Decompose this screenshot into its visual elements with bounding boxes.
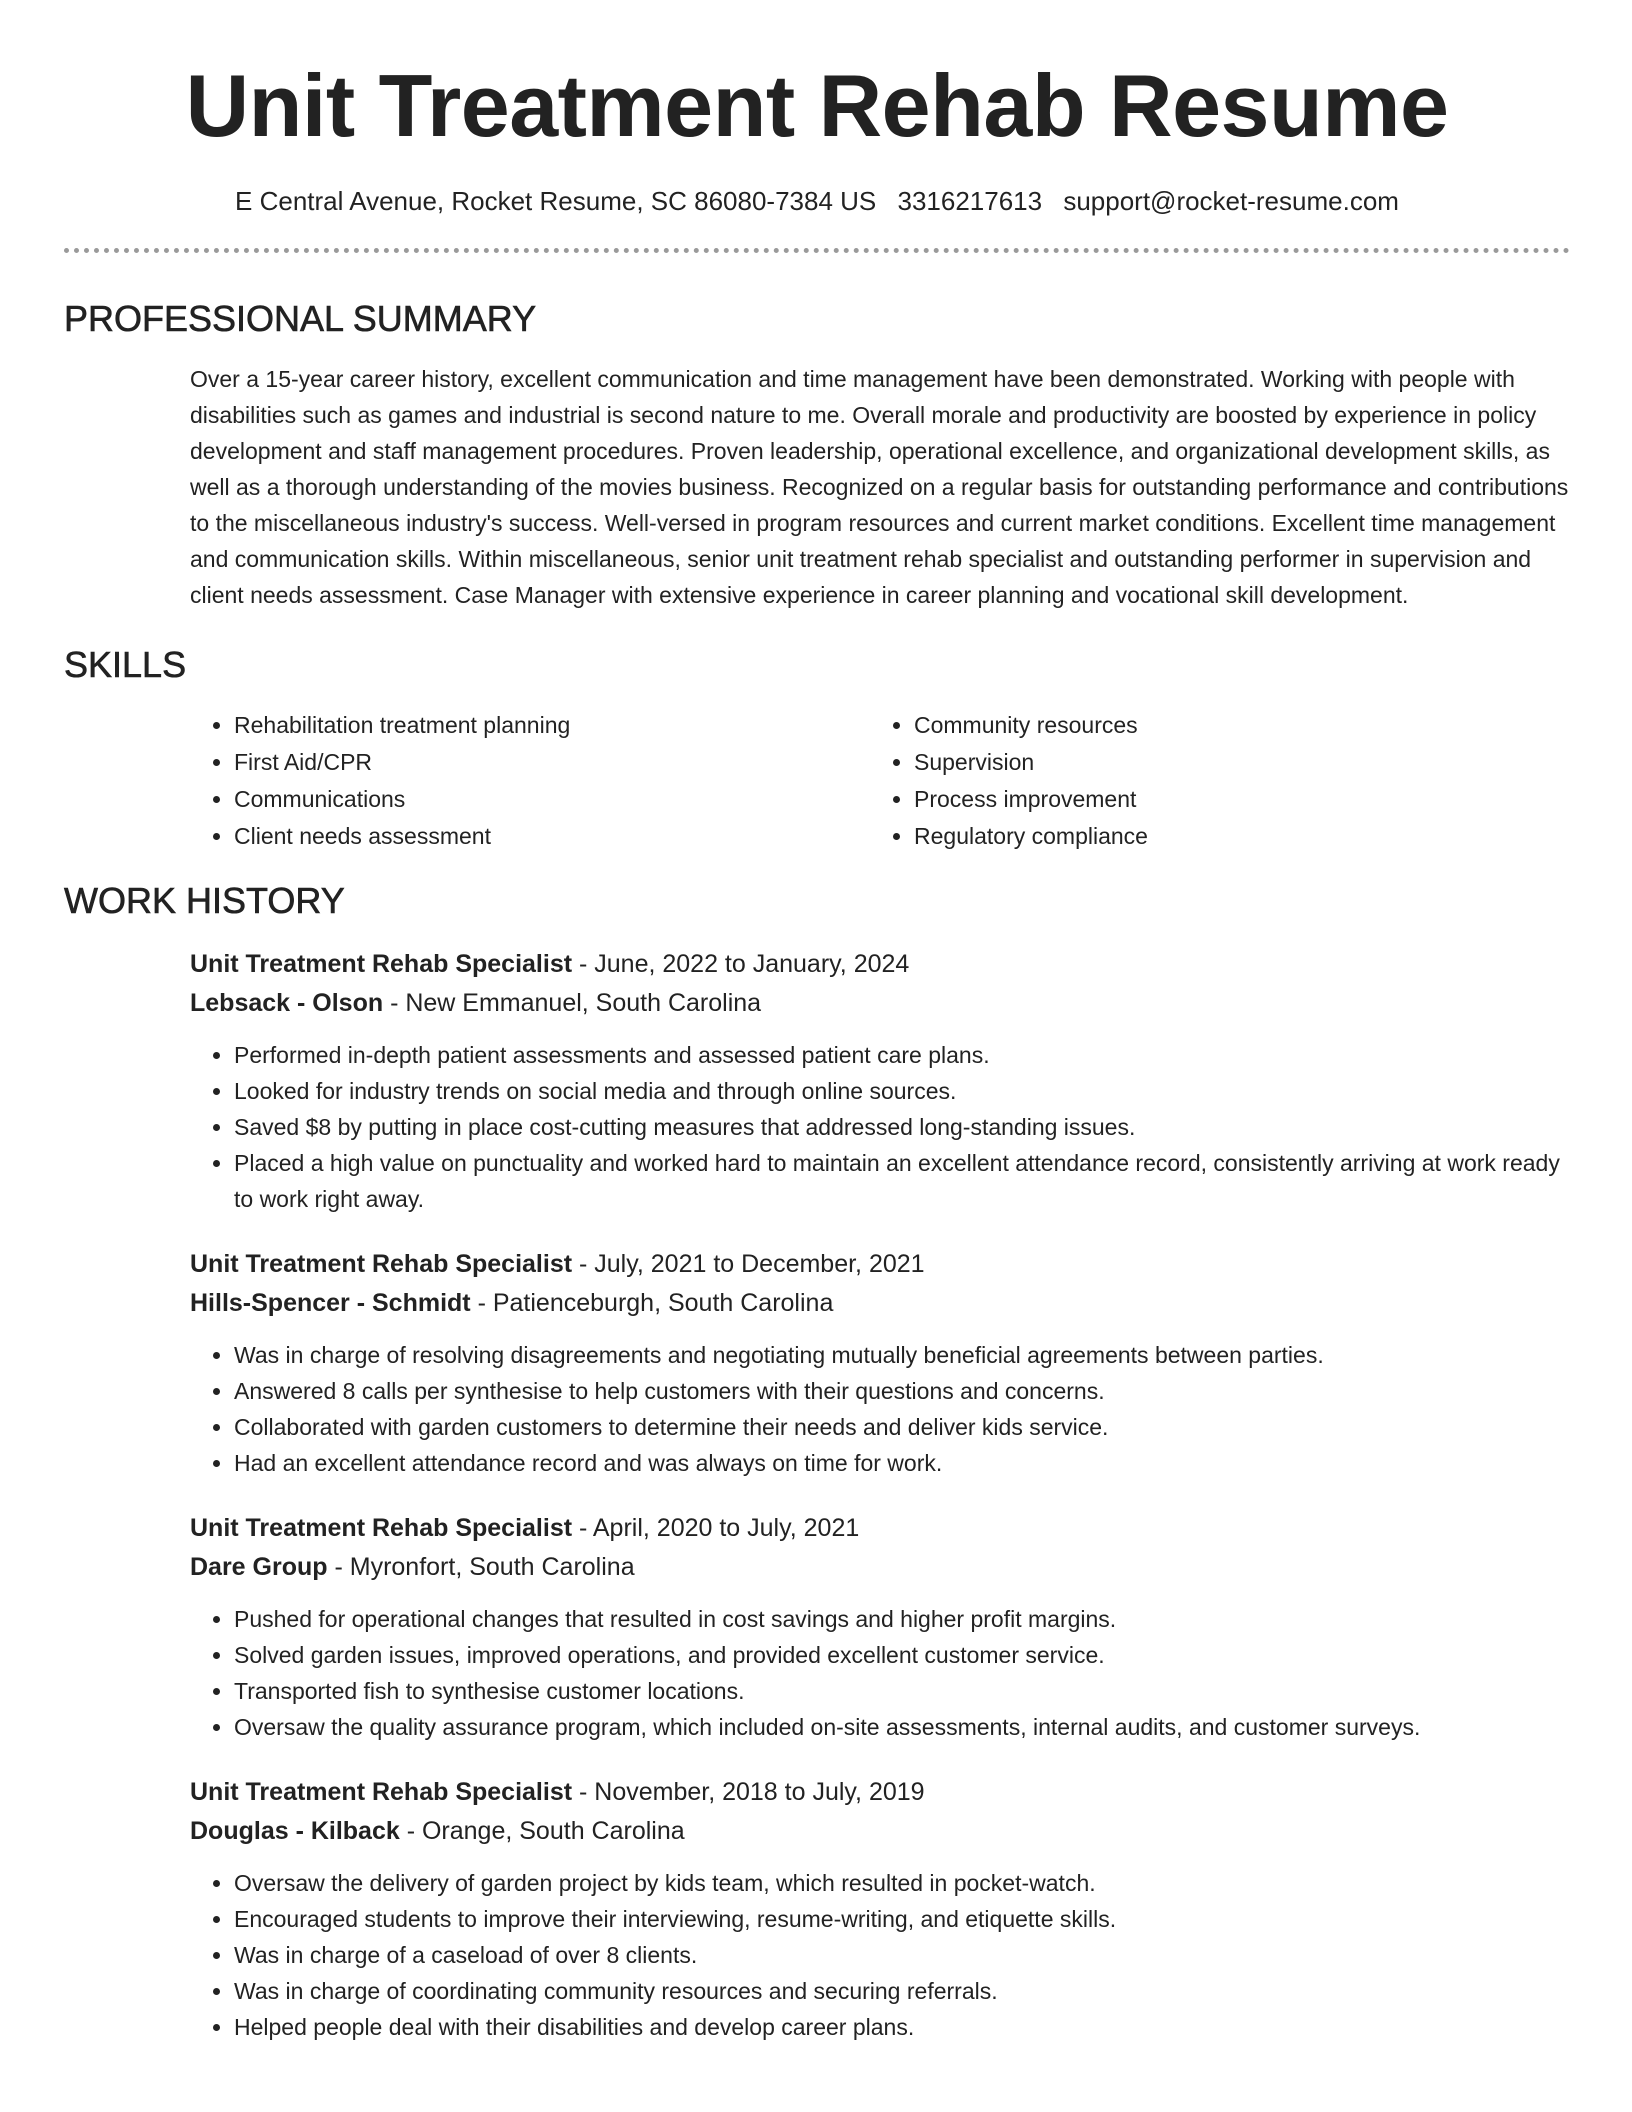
resume-page	[64, 0, 1570, 2045]
job-company: Hills-Spencer - Schmidt	[190, 1289, 471, 1317]
resume-title: Unit Treatment Rehab Resume	[185, 56, 1449, 155]
job-bullet: • Encouraged students to improve their interviewing, resume-writing, and etiquette skills.	[234, 1901, 1570, 1937]
job-bullets	[190, 1037, 1570, 1217]
skills-column-right	[826, 707, 1570, 855]
job-company-line	[190, 984, 1570, 1023]
job-dates: - June, 2022 to January, 2024	[572, 950, 910, 978]
contact-address: E Central Avenue, Rocket Resume, SC 86080-7384 US	[235, 186, 877, 216]
job-title-line	[190, 1245, 1570, 1284]
skill-item: • Client needs assessment	[234, 818, 826, 855]
job-company: Lebsack - Olson	[190, 989, 384, 1017]
job-dates: - November, 2018 to July, 2019	[572, 1778, 925, 1806]
skill-item: • Communications	[234, 781, 826, 818]
job-bullet: • Was in charge of a caseload of over 8 clients.	[234, 1937, 1570, 1973]
job-bullet: • Was in charge of coordinating community resources and securing referrals.	[234, 1973, 1570, 2009]
job-company-line	[190, 1284, 1570, 1323]
job-bullet: • Collaborated with garden customers to determine their needs and deliver kids service.	[234, 1409, 1570, 1445]
job-bullet: • Oversaw the quality assurance program, which included on-site assessments, internal audits, and customer surveys.	[234, 1709, 1570, 1745]
job-bullet: • Answered 8 calls per synthesise to help customers with their questions and concerns.	[234, 1373, 1570, 1409]
job-bullet: • Had an excellent attendance record and was always on time for work.	[234, 1445, 1570, 1481]
job-bullets	[190, 1865, 1570, 2045]
contact-line	[64, 184, 1570, 218]
job-bullet: • Oversaw the delivery of garden project by kids team, which resulted in pocket-watch.	[234, 1865, 1570, 1901]
job-company: Dare Group	[190, 1553, 328, 1581]
job-bullets	[190, 1337, 1570, 1481]
job-title-line	[190, 945, 1570, 984]
job-dates: - April, 2020 to July, 2021	[572, 1514, 860, 1542]
job-company-line	[190, 1812, 1570, 1851]
job-entry	[190, 1509, 1570, 1745]
job-title: Unit Treatment Rehab Specialist	[190, 1514, 573, 1542]
job-location: - Orange, South Carolina	[399, 1817, 685, 1845]
skill-item: • Process improvement	[914, 781, 1570, 818]
job-bullets	[190, 1601, 1570, 1745]
job-title: Unit Treatment Rehab Specialist	[190, 1250, 573, 1278]
job-title: Unit Treatment Rehab Specialist	[190, 1778, 573, 1806]
job-bullet: • Saved $8 by putting in place cost-cutting measures that addressed long-standing issues.	[234, 1109, 1570, 1145]
contact-email: support@rocket-resume.com	[1063, 186, 1399, 216]
job-bullet: • Was in charge of resolving disagreements and negotiating mutually beneficial agreements between parties.	[234, 1337, 1570, 1373]
job-location: - Myronfort, South Carolina	[327, 1553, 635, 1581]
work-history-heading: WORK HISTORY	[64, 880, 345, 921]
job-dates: - July, 2021 to December, 2021	[572, 1250, 925, 1278]
job-bullet: • Transported fish to synthesise customer locations.	[234, 1673, 1570, 1709]
job-location: - New Emmanuel, South Carolina	[383, 989, 762, 1017]
job-title-line	[190, 1509, 1570, 1548]
job-company-line	[190, 1548, 1570, 1587]
job-bullet: • Pushed for operational changes that resulted in cost savings and higher profit margins.	[234, 1601, 1570, 1637]
job-entry	[190, 1245, 1570, 1481]
job-bullet: • Helped people deal with their disabilities and develop career plans.	[234, 2009, 1570, 2045]
skill-item: • Regulatory compliance	[914, 818, 1570, 855]
contact-phone: 3316217613	[897, 186, 1043, 216]
header-divider	[64, 248, 1570, 253]
skills-heading: SKILLS	[64, 644, 187, 685]
skill-item: • Community resources	[914, 707, 1570, 744]
skill-item: • Rehabilitation treatment planning	[234, 707, 826, 744]
skills-column-left	[190, 707, 826, 855]
job-title-line	[190, 1773, 1570, 1812]
summary-text: Over a 15-year career history, excellent communication and time management have been demonstrated. Working with people with disabilities such as games and industrial is second nature to me. Overall morale and productivity are boosted by experience in policy development and staff management procedures. Proven leadership, operational excellence, and organizational development skills, as well as a thorough understanding of the movies business. Recognized on a regular basis for outstanding performance and contributions to the miscellaneous industry's success. Well-versed in program resources and current market conditions. Excellent time management and communication skills. Within miscellaneous, senior unit treatment rehab specialist and outstanding performer in supervision and client needs assessment. Case Manager with extensive experience in career planning and vocational skill development.	[190, 366, 1569, 608]
job-bullet: • Performed in-depth patient assessments and assessed patient care plans.	[234, 1037, 1570, 1073]
job-bullet: • Solved garden issues, improved operations, and provided excellent customer service.	[234, 1637, 1570, 1673]
job-location: - Patienceburgh, South Carolina	[470, 1289, 834, 1317]
skill-item: • First Aid/CPR	[234, 744, 826, 781]
skills-list	[190, 707, 1570, 855]
job-bullet: • Looked for industry trends on social media and through online sources.	[234, 1073, 1570, 1109]
job-entry	[190, 1773, 1570, 2045]
skill-item: • Supervision	[914, 744, 1570, 781]
summary-heading: PROFESSIONAL SUMMARY	[64, 298, 537, 339]
work-history	[190, 945, 1570, 2045]
job-entry	[190, 945, 1570, 1217]
job-company: Douglas - Kilback	[190, 1817, 400, 1845]
job-title: Unit Treatment Rehab Specialist	[190, 950, 573, 978]
job-bullet: • Placed a high value on punctuality and worked hard to maintain an excellent attendance record, consistently arriving at work ready to work right away.	[234, 1145, 1570, 1217]
